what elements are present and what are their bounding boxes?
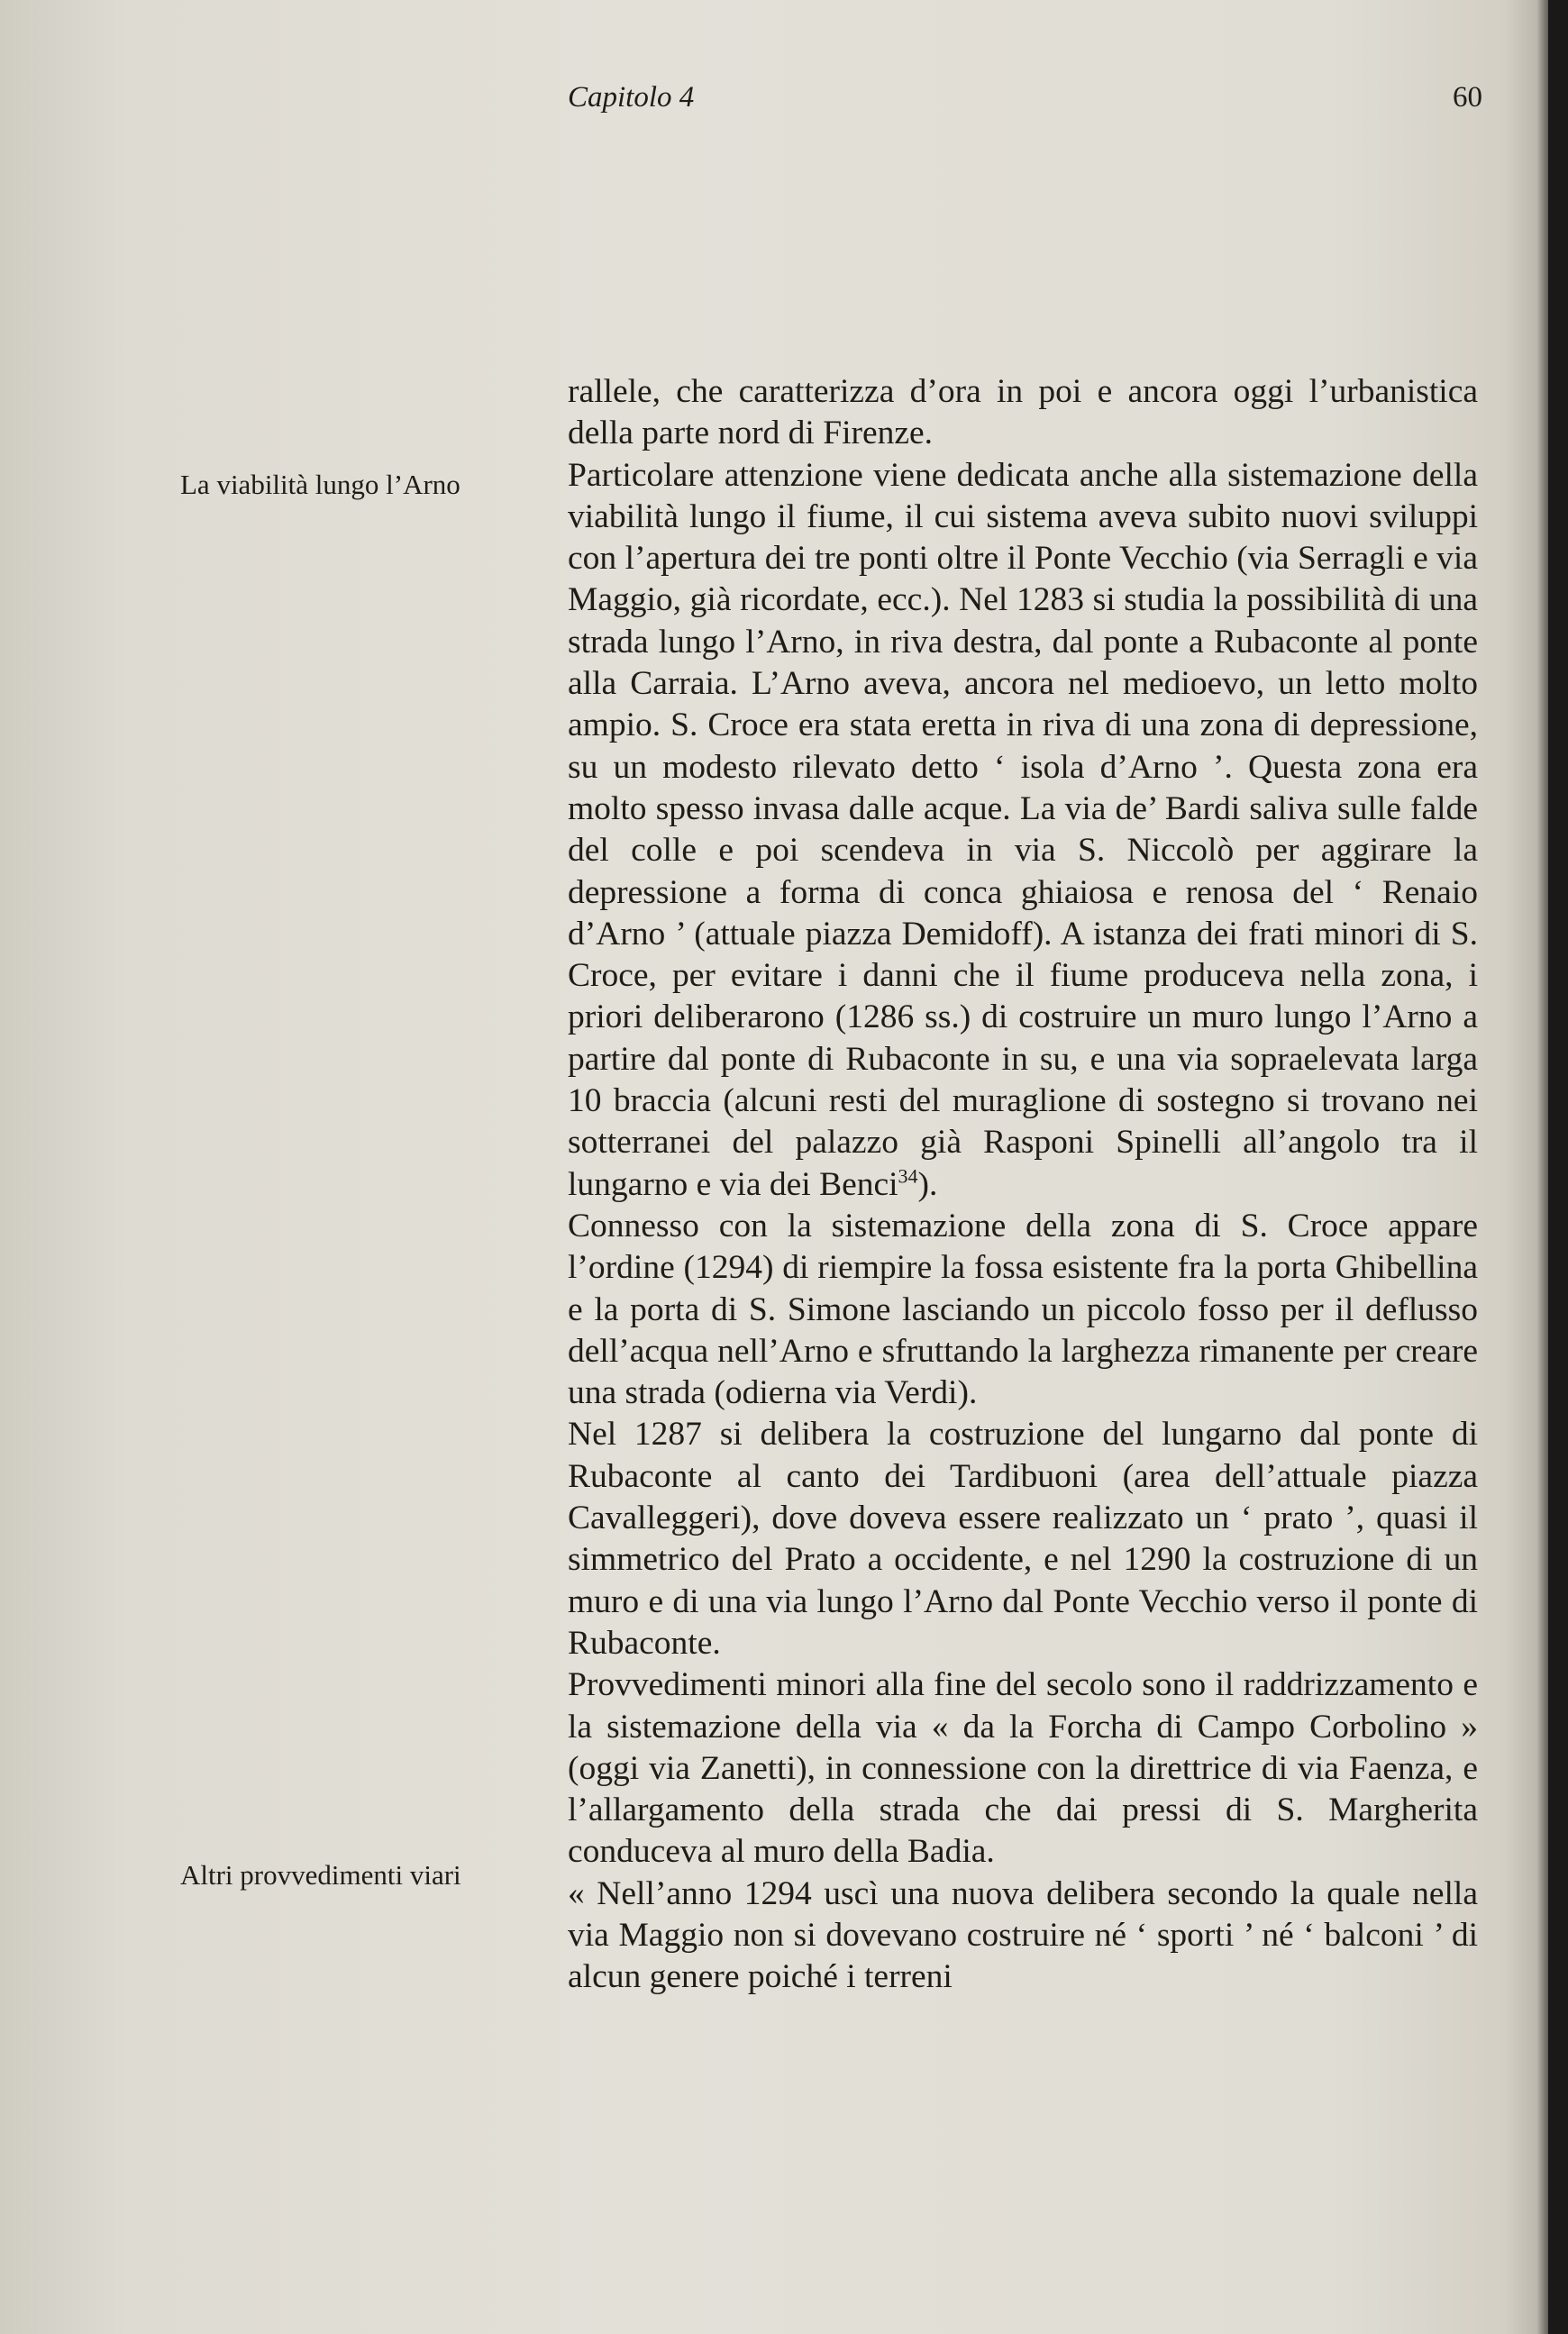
- paragraph: [568, 455, 1478, 1206]
- paragraph-tail: ).: [917, 1165, 938, 1203]
- body-text: [568, 371, 1478, 1999]
- paragraph: rallele, che caratterizza d’ora in poi e ancora oggi l’urbanistica della parte nord di Firenze.: [568, 373, 1478, 452]
- paragraph: « Nell’anno 1294 uscì una nuova delibera secondo la quale nella via Maggio non si dovevano costruire né ‘ sporti ’ né ‘ balconi ’ di alcun genere poiché i terreni: [568, 1874, 1478, 1996]
- paragraph: Connesso con la sistemazione della zona di S. Croce appare l’ordine (1294) di riempire la fossa esistente fra la porta Ghibellina e la porta di S. Simone lasciando un piccolo fosso per il deflusso dell’acqua nell’Arno e sfruttando la larghezza rimanente per creare una strada (odierna via Verdi).: [568, 1207, 1478, 1412]
- running-header: [0, 81, 1568, 126]
- margin-note-viabilita: La viabilità lungo l’Arno: [180, 469, 460, 500]
- paragraph: Nel 1287 si delibera la costruzione del lungarno dal ponte di Rubaconte al canto dei Tardibuoni (area dell’attuale piazza Cavalleggeri), dove doveva essere realizzato un ‘ prato ’, quasi il simmetrico del Prato a occidente, e nel 1290 la costruzione di un muro e di una via lungo l’Arno dal Ponte Vecchio verso il ponte di Rubaconte.: [568, 1416, 1478, 1662]
- page-edge-shadow: [1548, 0, 1568, 2334]
- chapter-title: Capitolo 4: [568, 81, 695, 114]
- margin-note-provvedimenti: Altri provvedimenti viari: [180, 1859, 461, 1891]
- paragraph-text: Particolare attenzione viene dedicata anche alla sistemazione della viabilità lungo il fiume, il cui sistema aveva subito nuovi sviluppi con l’apertura dei tre ponti oltre il Ponte Vecchio (via Serragli e via Maggio, già ricordate, ecc.). Nel 1283 si studia la possibilità di una strada lungo l’Arno, in riva destra, dal ponte a Rubaconte al ponte alla Carraia. L’Arno aveva, ancora nel medioevo, un letto molto ampio. S. Croce era stata eretta in riva di una zona di depressione, su un modesto rilevato detto ‘ isola d’Arno ’. Questa zona era molto spesso invasa dalle acque. La via de’ Bardi saliva sulle falde del colle e poi scendeva in via S. Niccolò per aggirare la depressione a forma di conca ghiaiosa e renosa del ‘ Renaio d’Arno ’ (attuale piazza Demidoff). A istanza dei frati minori di S. Croce, per evitare i danni che il fiume produceva nella zona, i priori deliberarono (1286 ss.) di costruire un muro lungo l’Arno a partire dal ponte di Rubaconte in su, e una via sopraelevata larga 10 braccia (alcuni resti del muraglione di sostegno si trovano nei sotterranei del palazzo già Rasponi Spinelli all’angolo tra il lungarno e via dei Benci: [568, 456, 1478, 1203]
- footnote-marker: 34: [898, 1164, 918, 1188]
- paragraph: Provvedimenti minori alla fine del secolo sono il raddrizzamento e la sistemazione della via « da la Forcha di Campo Corbolino » (oggi via Zanetti), in connessione con la direttrice di via Faenza, e l’allargamento della strada che dai pressi di S. Margherita conduceva al muro della Badia.: [568, 1666, 1478, 1871]
- page-number: 60: [1453, 81, 1482, 114]
